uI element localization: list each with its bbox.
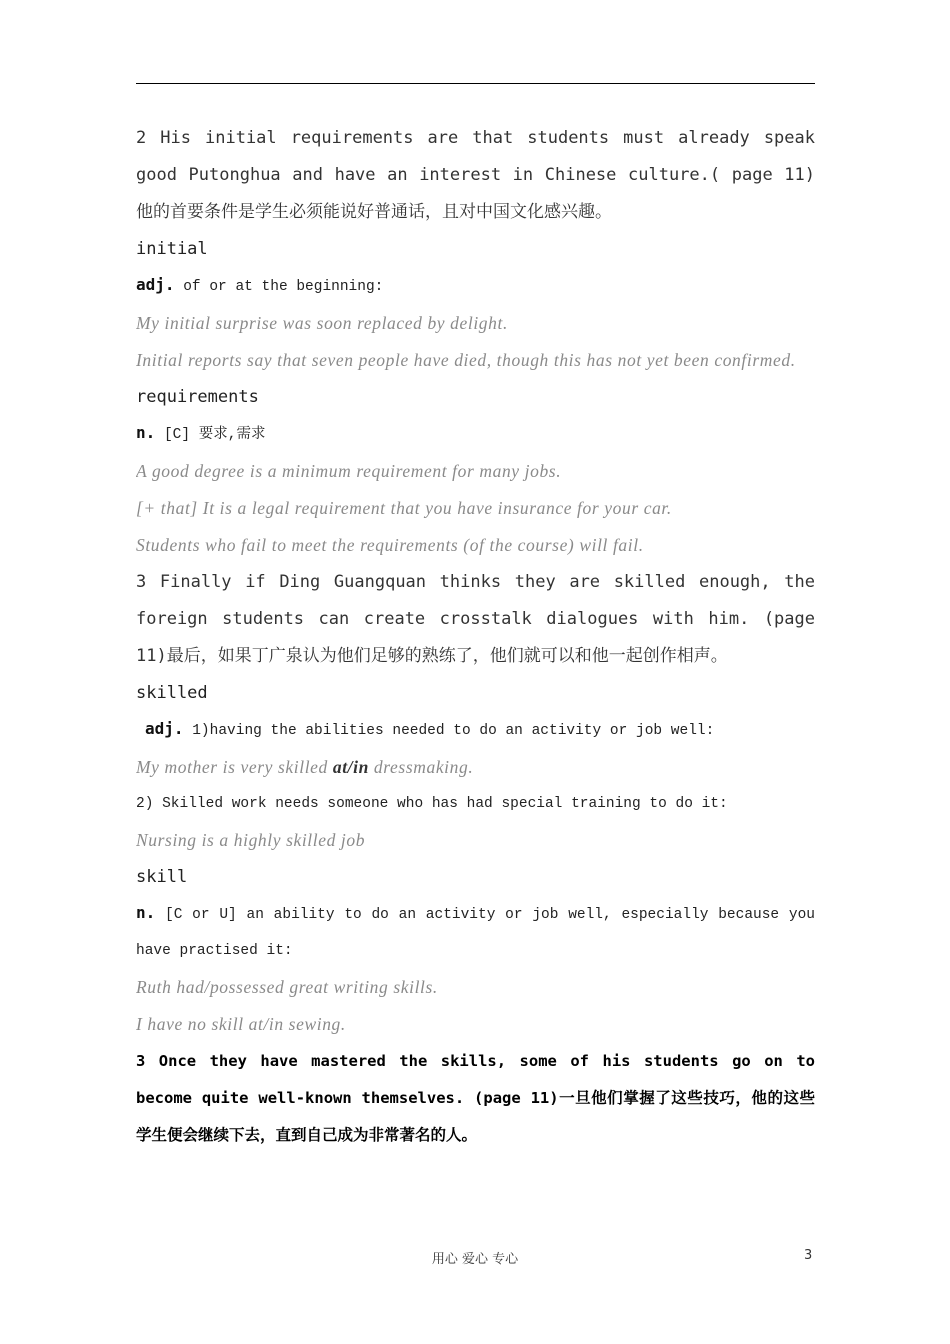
pos-label: adj.	[136, 275, 175, 294]
headword-initial: initial	[136, 239, 208, 259]
definition-text: [C or U] an ability to do an activity or job well, especially because you have practised it:	[136, 907, 815, 959]
example-requirements-1: A good degree is a minimum requirement for many jobs.	[136, 461, 562, 481]
footer-motto: 用心 爱心 专心	[431, 1252, 519, 1267]
headword-requirements: requirements	[136, 387, 259, 407]
headword-skill: skill	[136, 867, 188, 887]
definition-skill	[136, 895, 815, 969]
sentence-3b: 3 Once they have mastered the skills, some of his students go on to become quite well-known themselves. (page 11)一旦他们掌握了这些技巧，他的这些学生便会继续下去，直到自己成为非常著名的人。	[136, 1052, 815, 1144]
sentence-2: 2 His initial requirements are that students must already speak good Putonghua and have an interest in Chinese culture.( page 11)他的首要条件是学生必须能说好普通话，且对中国文化感兴趣。	[136, 128, 815, 222]
example-text: dressmaking.	[368, 757, 474, 777]
pos-label: n.	[136, 423, 156, 442]
example-initial-1: My initial surprise was soon replaced by delight.	[136, 313, 508, 333]
definition-text: [C] 要求,需求	[155, 427, 266, 443]
definition-text: 1)having the abilities needed to do an activity or job well:	[183, 723, 715, 739]
example-skill-1: Ruth had/possessed great writing skills.	[136, 977, 438, 997]
definition-requirements	[136, 415, 815, 453]
example-requirements-2: [+ that] It is a legal requirement that you have insurance for your car.	[136, 498, 672, 518]
example-requirements-3: Students who fail to meet the requirements (of the course) will fail.	[136, 535, 644, 555]
definition-initial	[136, 267, 815, 305]
pos-label: n.	[136, 903, 156, 922]
example-skilled-2: Nursing is a highly skilled job	[136, 830, 366, 850]
header-rule	[136, 83, 815, 84]
sentence-3a: 3 Finally if Ding Guangquan thinks they are skilled enough, the foreign students can create crosstalk dialogues with him. (page 11)最后，如果丁广泉认为他们足够的熟练了，他们就可以和他一起创作相声。	[136, 572, 815, 666]
example-initial-2: Initial reports say that seven people have died, though this has not yet been confirmed.	[136, 350, 796, 370]
definition-text: of or at the beginning:	[174, 279, 384, 295]
pos-label: adj.	[145, 719, 184, 738]
definition-skilled-1	[136, 711, 815, 749]
example-skill-2: I have no skill at/in sewing.	[136, 1014, 346, 1034]
headword-skilled: skilled	[136, 683, 208, 703]
definition-skilled-2: 2) Skilled work needs someone who has had special training to do it:	[136, 796, 728, 812]
example-emphasis: at/in	[332, 757, 369, 777]
page-content	[136, 120, 815, 1154]
example-text: My mother is very skilled	[136, 757, 333, 777]
page-number: 3	[804, 1248, 813, 1263]
example-skilled-1	[136, 749, 815, 786]
